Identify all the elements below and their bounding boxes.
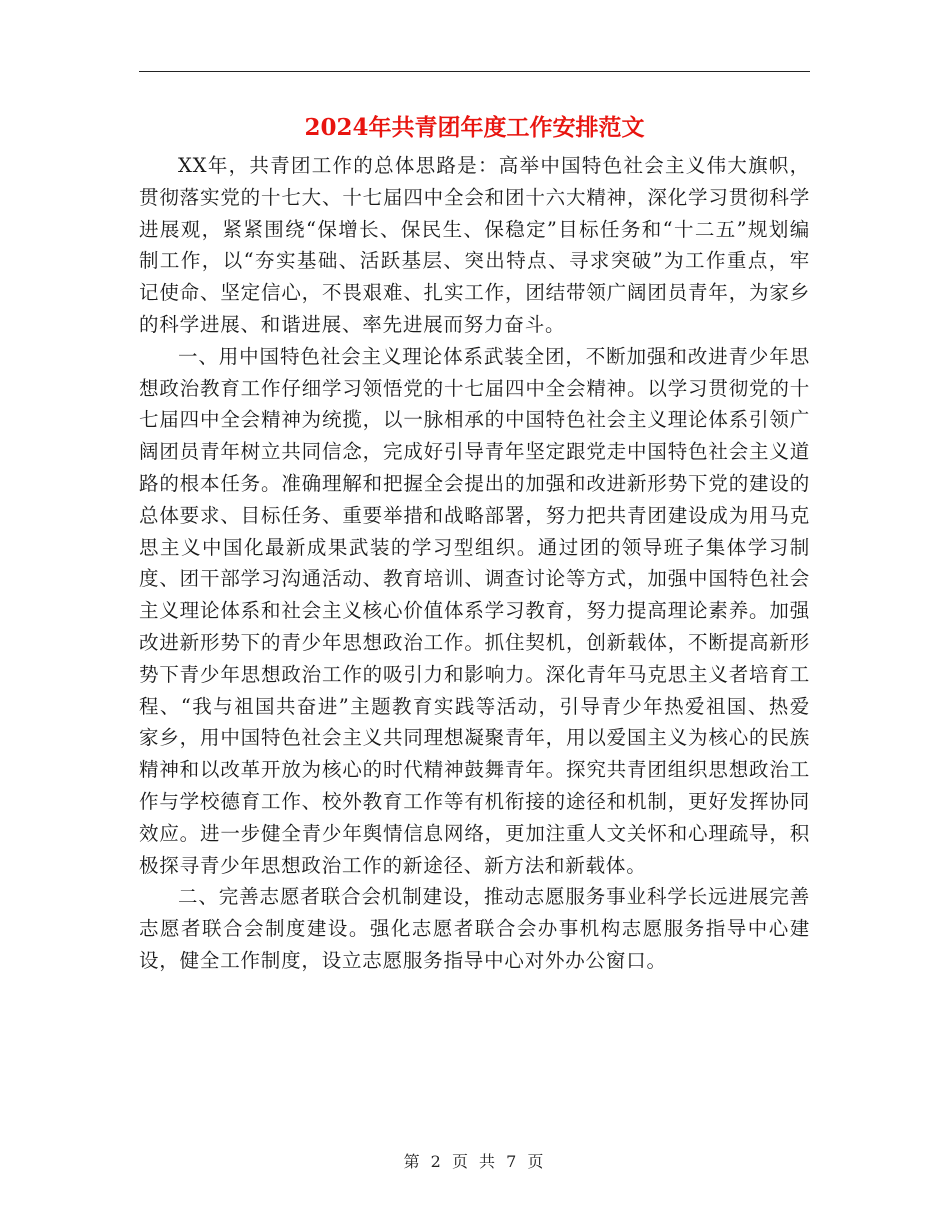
paragraph-intro: XX年，共青团工作的总体思路是：高举中国特色社会主义伟大旗帜，贯彻落实党的十七大、十七届四中全会和团十六大精神，深化学习贯彻科学进展观，紧紧围绕“保增长、保民生、保稳定”目标任务和“十二五”规划编制工作，以“夯实基础、活跃基层、突出特点、寻求突破”为工作重点，牢记使命、坚定信心，不畏艰难、扎实工作，团结带领广阔团员青年，为家乡的科学进展、和谐进展、率先进展而努力奋斗。 [139, 154, 810, 336]
page-footer: 第 2 页 共 7 页 [403, 1152, 547, 1171]
document-title: 2024年共青团年度工作安排范文 [304, 114, 645, 141]
header-rule [139, 71, 810, 72]
document-body [139, 150, 810, 977]
paragraph-section-two: 二、完善志愿者联合会机制建设，推动志愿服务事业科学长远进展完善志愿者联合会制度建设。强化志愿者联合会办事机构志愿服务指导中心建设，健全工作制度，设立志愿服务指导中心对外办公窗口。 [139, 885, 810, 972]
paragraph-section-one: 一、用中国特色社会主义理论体系武装全团，不断加强和改进青少年思想政治教育工作仔细学习领悟党的十七届四中全会精神。以学习贯彻党的十七届四中全会精神为统揽，以一脉相承的中国特色社会主义理论体系引领广阔团员青年树立共同信念，完成好引导青年坚定跟党走中国特色社会主义道路的根本任务。准确理解和把握全会提出的加强和改进新形势下党的建设的总体要求、目标任务、重要举措和战略部署，努力把共青团建设成为用马克思主义中国化最新成果武装的学习型组织。通过团的领导班子集体学习制度、团干部学习沟通活动、教育培训、调查讨论等方式，加强中国特色社会主义理论体系和社会主义核心价值体系学习教育，努力提高理论素养。加强改进新形势下的青少年思想政治工作。抓住契机，创新载体，不断提高新形势下青少年思想政治工作的吸引力和影响力。深化青年马克思主义者培育工程、“我与祖国共奋进”主题教育实践等活动，引导青少年热爱祖国、热爱家乡，用中国特色社会主义共同理想凝聚青年，用以爱国主义为核心的民族精神和以改革开放为核心的时代精神鼓舞青年。探究共青团组织思想政治工作与学校德育工作、校外教育工作等有机衔接的途径和机制，更好发挥协同效应。进一步健全青少年舆情信息网络，更加注重人文关怀和心理疏导，积极探寻青少年思想政治工作的新途径、新方法和新载体。 [139, 344, 810, 877]
